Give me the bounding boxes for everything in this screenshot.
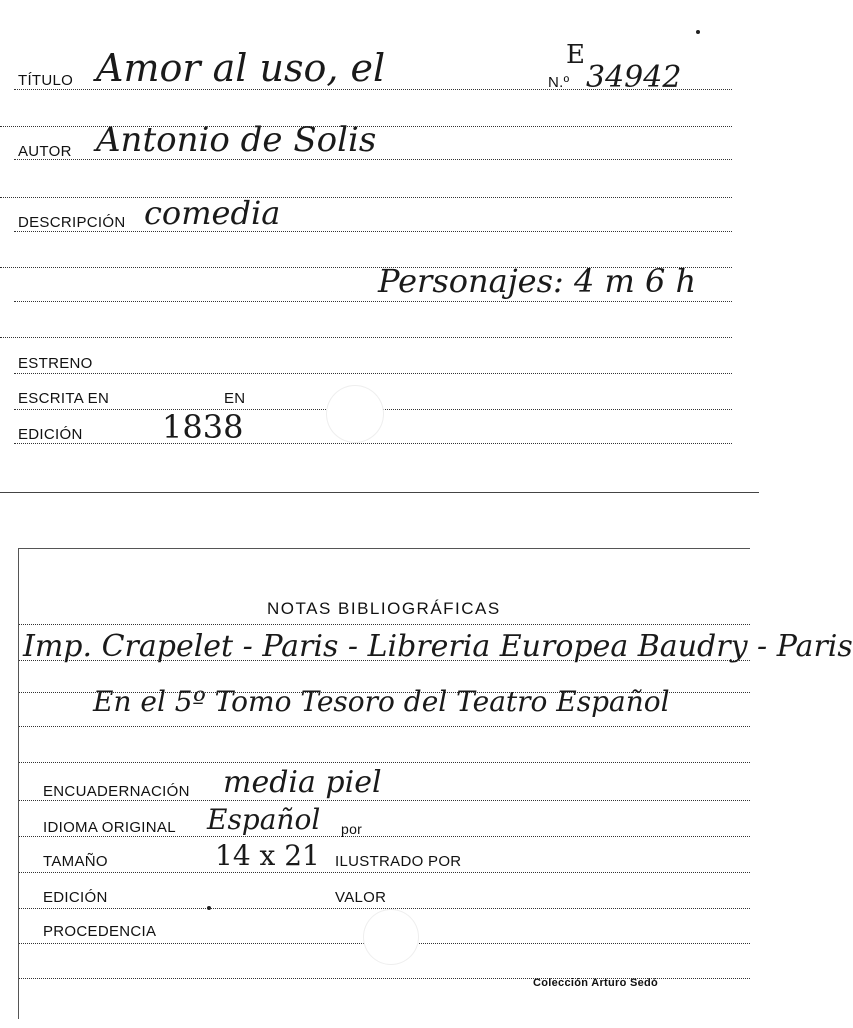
descripcion-value: comedia [144,194,281,232]
ruled-line [19,623,750,625]
escrita-en-label: ESCRITA EN [18,390,110,407]
encuadernacion-label: ENCUADERNACIÓN [43,783,190,800]
notas-heading: NOTAS BIBLIOGRÁFICAS [267,599,501,618]
coleccion-footer: Colección Arturo Sedó [533,977,659,989]
autor-value: Antonio de Solis [96,120,377,160]
ink-speck [207,906,211,910]
numero-prefix: E [566,40,585,70]
ruled-line [0,196,732,198]
nota-line-1: Imp. Crapelet - Paris - Libreria Europea Baudry - Paris [23,629,853,664]
titulo-value: Amor al uso, el [96,46,386,90]
punch-hole [363,909,419,965]
ruled-line [19,761,750,763]
nota-line-2: En el 5º Tomo Tesoro del Teatro Español [93,685,670,718]
en-label: EN [224,390,246,407]
numero-label: N.º [548,74,570,91]
ilustrado-label: ILUSTRADO POR [335,853,462,870]
valor-label: VALOR [335,889,387,906]
edicion-label: EDICIÓN [18,426,83,443]
ruled-line [19,725,750,727]
personajes-value: Personajes: 4 m 6 h [378,262,697,300]
autor-label: AUTOR [18,143,72,160]
ruled-line [14,372,732,374]
idioma-label: IDIOMA ORIGINAL [43,819,176,836]
procedencia-label: PROCEDENCIA [43,923,157,940]
numero-value: 34942 [586,60,682,95]
catalog-card-back [18,548,853,1019]
edicion-value: 1838 [162,408,244,446]
descripcion-label: DESCRIPCIÓN [18,214,126,231]
idioma-value: Español [207,803,321,836]
encuadernacion-value: media piel [223,765,382,800]
catalog-card-front [0,0,759,493]
ruled-line [14,300,732,302]
ruled-line [19,871,750,873]
ruled-line [14,442,732,444]
tamano-label: TAMAÑO [43,853,108,870]
punch-hole [326,385,384,443]
ruled-line [0,336,732,338]
ink-speck [696,30,700,34]
titulo-label: TÍTULO [18,72,74,89]
por-label: por [341,821,363,837]
edicion-back-label: EDICIÓN [43,889,108,906]
estreno-label: ESTRENO [18,355,93,372]
ruled-line [19,659,750,661]
tamano-value: 14 x 21 [215,839,320,872]
